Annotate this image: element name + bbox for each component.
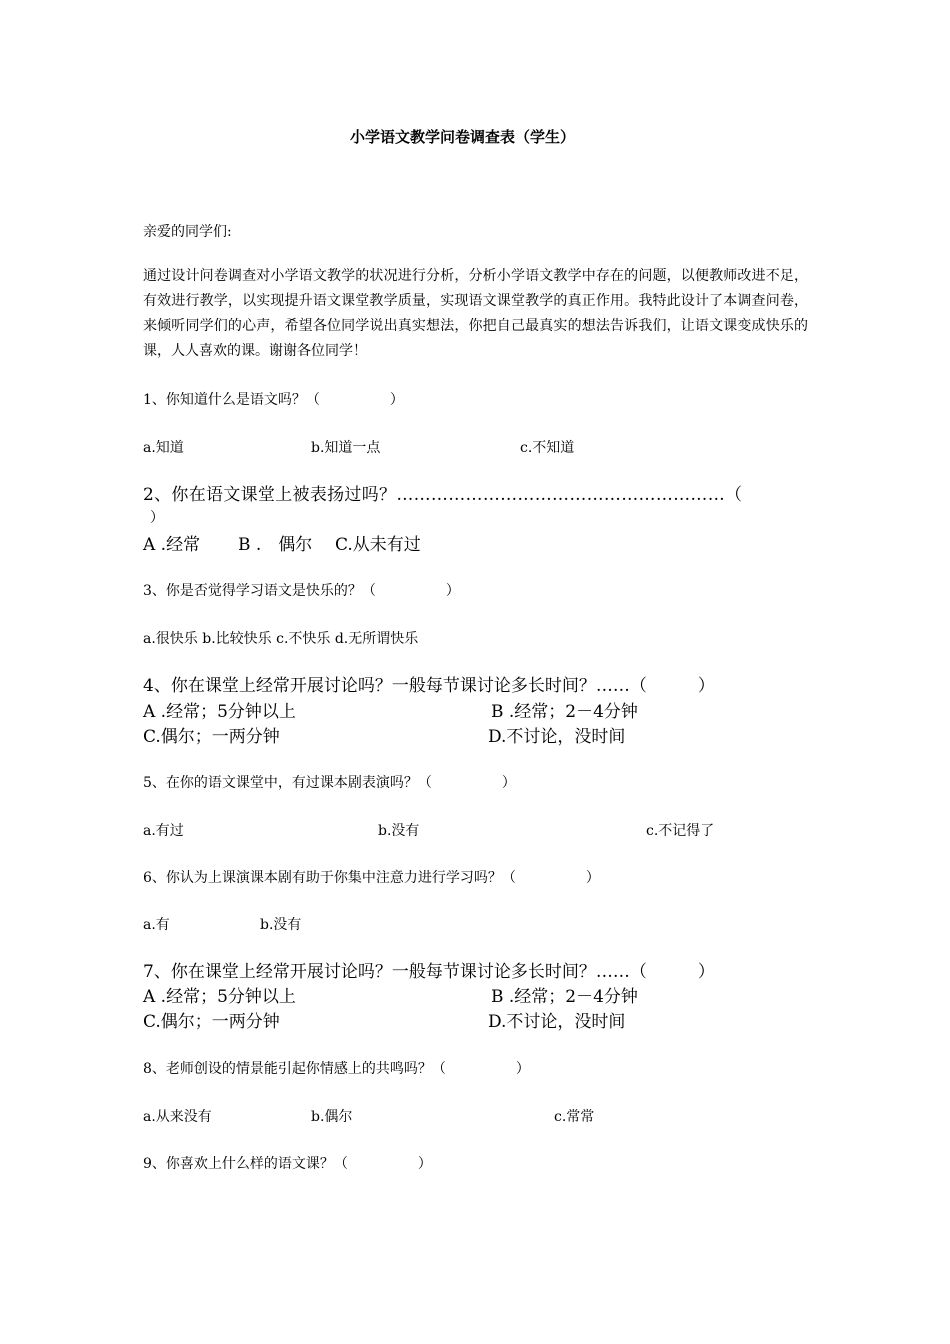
q4-option-a: A .经常；5分钟以上 <box>143 702 296 722</box>
q7-option-a: A .经常；5分钟以上 <box>143 987 296 1007</box>
q5-option-b: b.没有 <box>378 823 420 839</box>
q4-option-d: D.不讨论，没时间 <box>488 727 626 747</box>
q2-option-a: A .经常 <box>143 535 201 555</box>
question-8: 8、老师创设的情景能引起你情感上的共鸣吗？（ ） <box>143 1061 530 1077</box>
q6-option-a: a.有 <box>143 917 170 933</box>
q5-option-c: c.不记得了 <box>646 823 715 839</box>
intro-paragraph: 通过设计问卷调查对小学语文教学的状况进行分析，分析小学语文教学中存在的问题，以便教师改进不足，有效进行教学，以实现提升语文课堂教学质量，实现语文课堂教学的真正作用。我特此设计了本调查问卷，来倾听同学们的心声，希望各位同学说出真实想法，你把自己最真实的想法告诉我们，让语文课变成快乐的课，人人喜欢的课。谢谢各位同学！ <box>143 268 808 359</box>
greeting: 亲爱的同学们: <box>143 224 232 240</box>
q8-option-c: c.常常 <box>554 1109 595 1125</box>
question-2-continued: ） <box>150 510 164 526</box>
q2-option-c: C.从未有过 <box>335 535 421 555</box>
q5-option-a: a.有过 <box>143 823 184 839</box>
q7-option-c: C.偶尔；一两分钟 <box>143 1012 280 1032</box>
q8-option-b: b.偶尔 <box>311 1109 353 1125</box>
q4-option-b: B .经常；2－4分钟 <box>491 702 638 722</box>
q1-option-c: c.不知道 <box>520 440 575 456</box>
question-4: 4、你在课堂上经常开展讨论吗？一般每节课讨论多长时间？……（ ） <box>143 676 715 696</box>
question-2: 2、你在语文课堂上被表扬过吗？…………………………………………………（ <box>143 485 743 505</box>
q1-option-b: b.知道一点 <box>311 440 381 456</box>
question-5: 5、在你的语文课堂中，有过课本剧表演吗？（ ） <box>143 775 516 791</box>
q6-option-b: b.没有 <box>260 917 302 933</box>
q7-option-b: B .经常；2－4分钟 <box>491 987 638 1007</box>
question-1: 1、你知道什么是语文吗？（ ） <box>143 392 404 408</box>
q8-option-a: a.从来没有 <box>143 1109 212 1125</box>
question-3: 3、你是否觉得学习语文是快乐的？（ ） <box>143 583 460 599</box>
q3-options: a.很快乐 b.比较快乐 c.不快乐 d.无所谓快乐 <box>143 631 419 647</box>
page-title: 小学语文教学问卷调查表（学生） <box>350 128 576 146</box>
question-9: 9、你喜欢上什么样的语文课？（ ） <box>143 1156 432 1172</box>
q2-option-b: B . 偶尔 <box>238 535 313 555</box>
question-7: 7、你在课堂上经常开展讨论吗？一般每节课讨论多长时间？……（ ） <box>143 962 715 982</box>
q4-option-c: C.偶尔；一两分钟 <box>143 727 280 747</box>
q7-option-d: D.不讨论，没时间 <box>488 1012 626 1032</box>
question-6: 6、你认为上课演课本剧有助于你集中注意力进行学习吗？（ ） <box>143 870 600 886</box>
q1-option-a: a.知道 <box>143 440 184 456</box>
